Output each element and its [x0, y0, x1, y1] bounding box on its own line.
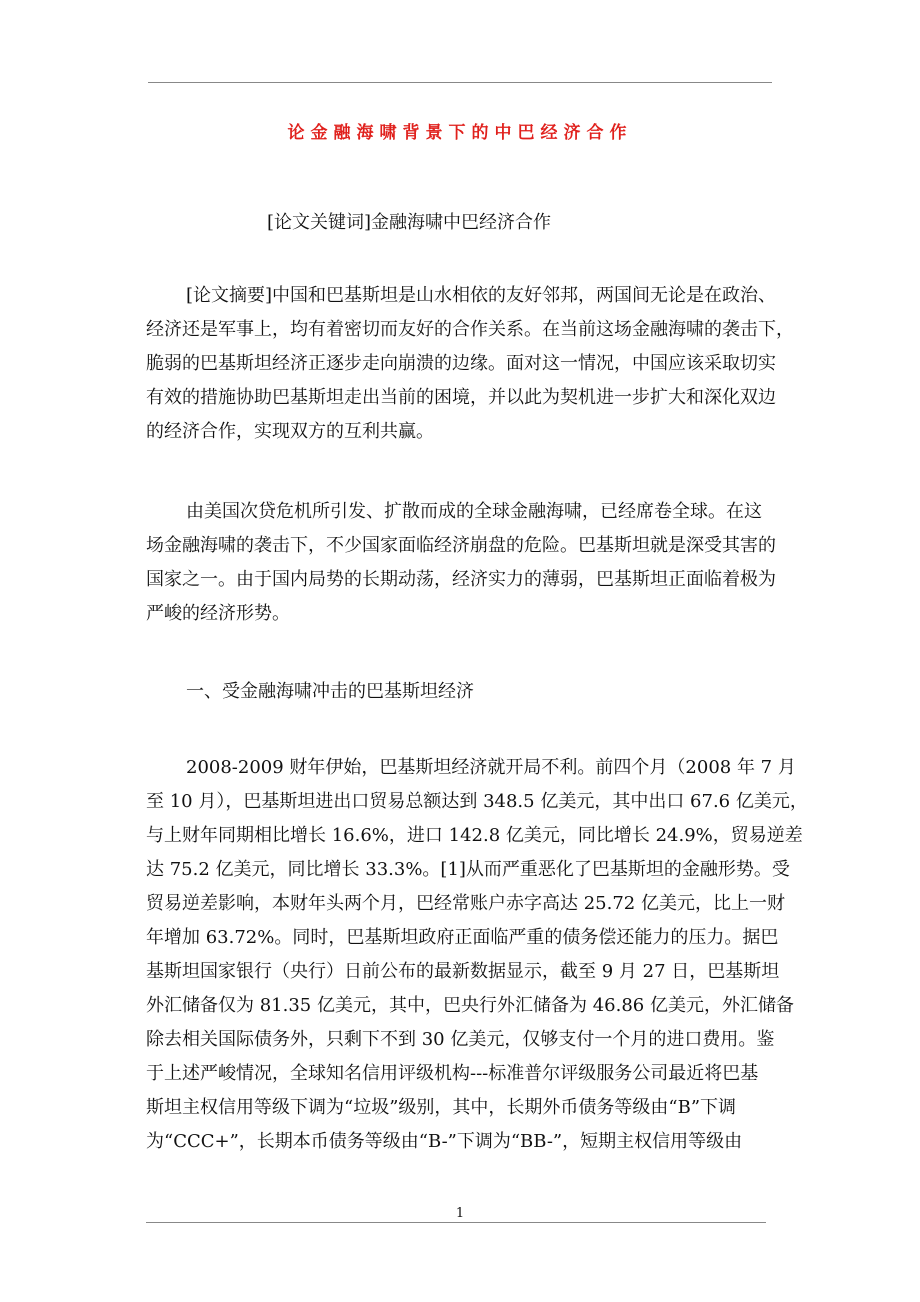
text-line: 贸易逆差影响，本财年头两个月，巴经常账户赤字高达 25.72 亿美元，比上一财	[146, 893, 785, 914]
page-number: 1	[455, 1206, 465, 1221]
text-line: 与上财年同期相比增长 16.6%，进口 142.8 亿美元，同比增长 24.9%，贸易逆差	[146, 825, 803, 846]
text-line: 外汇储备仅为 81.35 亿美元，其中，巴央行外汇储备为 46.86 亿美元，外汇储备	[146, 995, 794, 1016]
text-line: 达 75.2 亿美元，同比增长 33.3%。[1]从而严重恶化了巴基斯坦的金融形势。受	[146, 859, 790, 880]
text-line: [论文摘要]中国和巴基斯坦是山水相依的友好邻邦，两国间无论是在政治、	[186, 285, 777, 306]
keywords-line: [论文关键词]金融海啸中巴经济合作	[267, 212, 552, 233]
section-heading	[146, 675, 786, 709]
text-line: 的经济合作，实现双方的互利共赢。	[146, 421, 434, 442]
text-line: 有效的措施协助巴基斯坦走出当前的困境，并以此为契机进一步扩大和深化双边	[146, 387, 776, 408]
keywords	[267, 206, 907, 240]
abstract-paragraph	[146, 279, 794, 449]
intro-paragraph	[146, 495, 786, 631]
text-line: 2008-2009 财年伊始，巴基斯坦经济就开局不利。前四个月（2008 年 7 月	[186, 757, 796, 778]
text-line: 由美国次贷危机所引发、扩散而成的全球金融海啸，已经席卷全球。在这	[186, 501, 762, 522]
heading-line: 一、受金融海啸冲击的巴基斯坦经济	[186, 681, 474, 702]
section-paragraph	[146, 751, 808, 1159]
text-line: 斯坦主权信用等级下调为“垃圾”级别，其中，长期外币债务等级由“B”下调	[146, 1097, 737, 1118]
text-line: 除去相关国际债务外，只剩下不到 30 亿美元，仅够支付一个月的进口费用。鉴	[146, 1029, 775, 1050]
document-title: 论金融海啸背景下的中巴经济合作	[287, 123, 633, 143]
footer-rule	[146, 1222, 766, 1223]
text-line: 场金融海啸的袭击下，不少国家面临经济崩盘的危险。巴基斯坦就是深受其害的	[146, 535, 776, 556]
text-line: 脆弱的巴基斯坦经济正逐步走向崩溃的边缘。面对这一情况，中国应该采取切实	[146, 353, 776, 374]
text-line: 年增加 63.72%。同时，巴基斯坦政府正面临严重的债务偿还能力的压力。据巴	[146, 927, 779, 948]
text-line: 于上述严峻情况，全球知名信用评级机构---标准普尔评级服务公司最近将巴基	[146, 1063, 759, 1084]
header-rule	[148, 82, 772, 83]
text-line: 严峻的经济形势。	[146, 603, 290, 624]
text-line: 国家之一。由于国内局势的长期动荡，经济实力的薄弱，巴基斯坦正面临着极为	[146, 569, 776, 590]
text-line: 经济还是军事上，均有着密切而友好的合作关系。在当前这场金融海啸的袭击下，	[146, 319, 794, 340]
text-line: 基斯坦国家银行（央行）日前公布的最新数据显示，截至 9 月 27 日，巴基斯坦	[146, 961, 780, 982]
text-line: 至 10 月），巴基斯坦进出口贸易总额达到 348.5 亿美元，其中出口 67.6 亿美元，	[146, 791, 808, 812]
text-line: 为“CCC+”，长期本币债务等级由“B-”下调为“BB-”，短期主权信用等级由	[146, 1131, 743, 1152]
